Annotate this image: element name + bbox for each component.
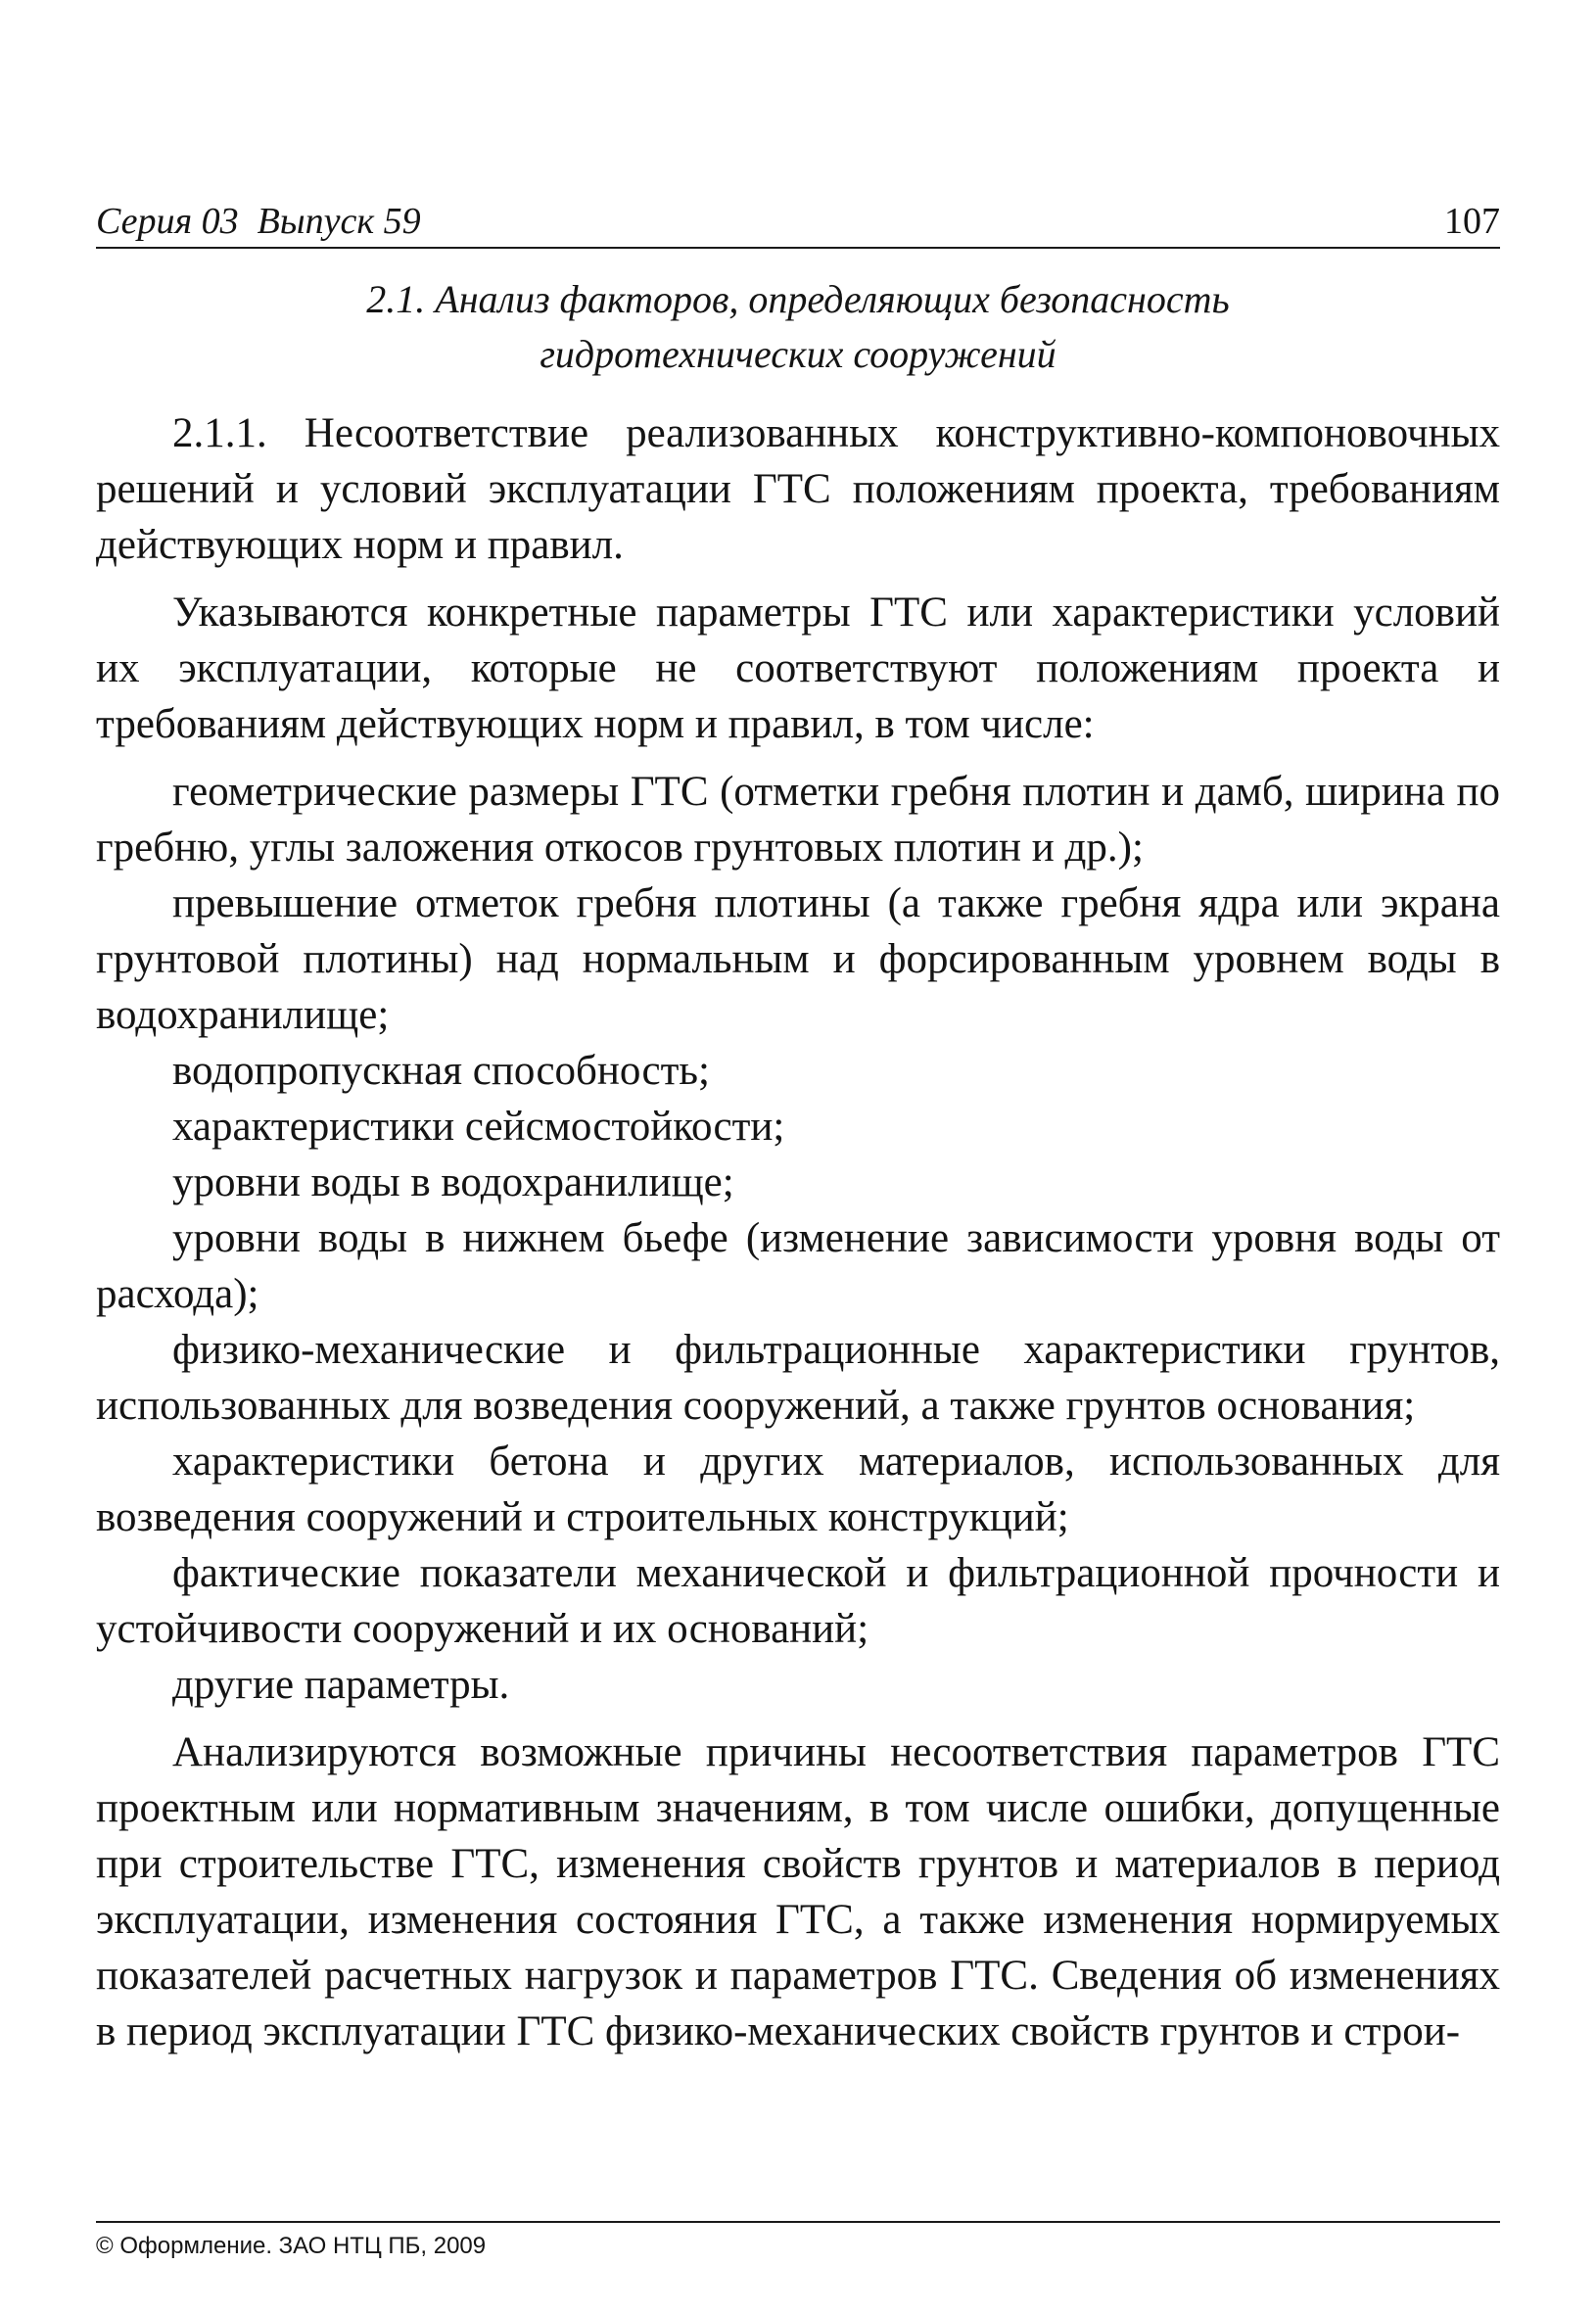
section-title-line-1: 2.1. Анализ факторов, определяющих безопасность: [366, 277, 1230, 321]
body-text: [96, 405, 1500, 2071]
list-item: геометрические размеры ГТС (отметки гребня плотин и дамб, ширина по гребню, углы заложения откосов грунтовых плотин и др.);: [96, 769, 1500, 871]
paragraph-causes-analysis: Анализируются возможные причины несоответствия параметров ГТС проектным или нормативным значениям, в том числе ошибки, допущенные при строительстве ГТС, изменения свойств грунтов и материалов в период эксплуатации, изменения состояния ГТС, а также изменения нормируемых показателей расчетных нагрузок и параметров ГТС. Сведения об изменениях в период эксплуатации ГТС физико-механических свойств грунтов и строи-: [96, 1729, 1500, 2054]
list-item: другие параметры.: [172, 1662, 510, 1708]
section-title: [96, 272, 1500, 382]
list-item: водопропускная способность;: [172, 1048, 710, 1094]
page-footer: [96, 2221, 1500, 2260]
list-item: уровни воды в водохранилище;: [172, 1159, 734, 1205]
list-item: характеристики бетона и других материалов, использованных для возведения сооружений и строительных конструкций;: [96, 1439, 1500, 1540]
paragraph-2-1-1: 2.1.1. Несоответствие реализованных конструктивно-компоновочных решений и условий эксплуатации ГТС положениям проекта, требованиям действующих норм и правил.: [96, 410, 1500, 568]
page-header: [96, 192, 1500, 249]
copyright-notice: © Оформление. ЗАО НТЦ ПБ, 2009: [96, 2233, 487, 2259]
page-number: 107: [1444, 201, 1500, 242]
list-item: физико-механические и фильтрационные характеристики грунтов, использованных для возведения сооружений, а также грунтов основания;: [96, 1327, 1500, 1429]
list-item: уровни воды в нижнем бьефе (изменение зависимости уровня воды от расхода);: [96, 1215, 1500, 1317]
list-item: фактические показатели механической и фильтрационной прочности и устойчивости сооружений и их оснований;: [96, 1550, 1500, 1652]
series-label: Серия 03 Выпуск 59: [96, 201, 421, 242]
paragraph-parameters-intro: Указываются конкретные параметры ГТС или характеристики условий их эксплуатации, которые не соответствуют положениям проекта и требованиям действующих норм и правил, в том числе:: [96, 590, 1500, 747]
section-title-line-2: гидротехнических сооружений: [540, 332, 1056, 376]
list-item: характеристики сейсмостойкости;: [172, 1104, 785, 1150]
parameters-list: [96, 764, 1500, 1713]
list-item: превышение отметок гребня плотины (а также гребня ядра или экрана грунтовой плотины) над нормальным и форсированным уровнем воды в водохранилище;: [96, 880, 1500, 1038]
